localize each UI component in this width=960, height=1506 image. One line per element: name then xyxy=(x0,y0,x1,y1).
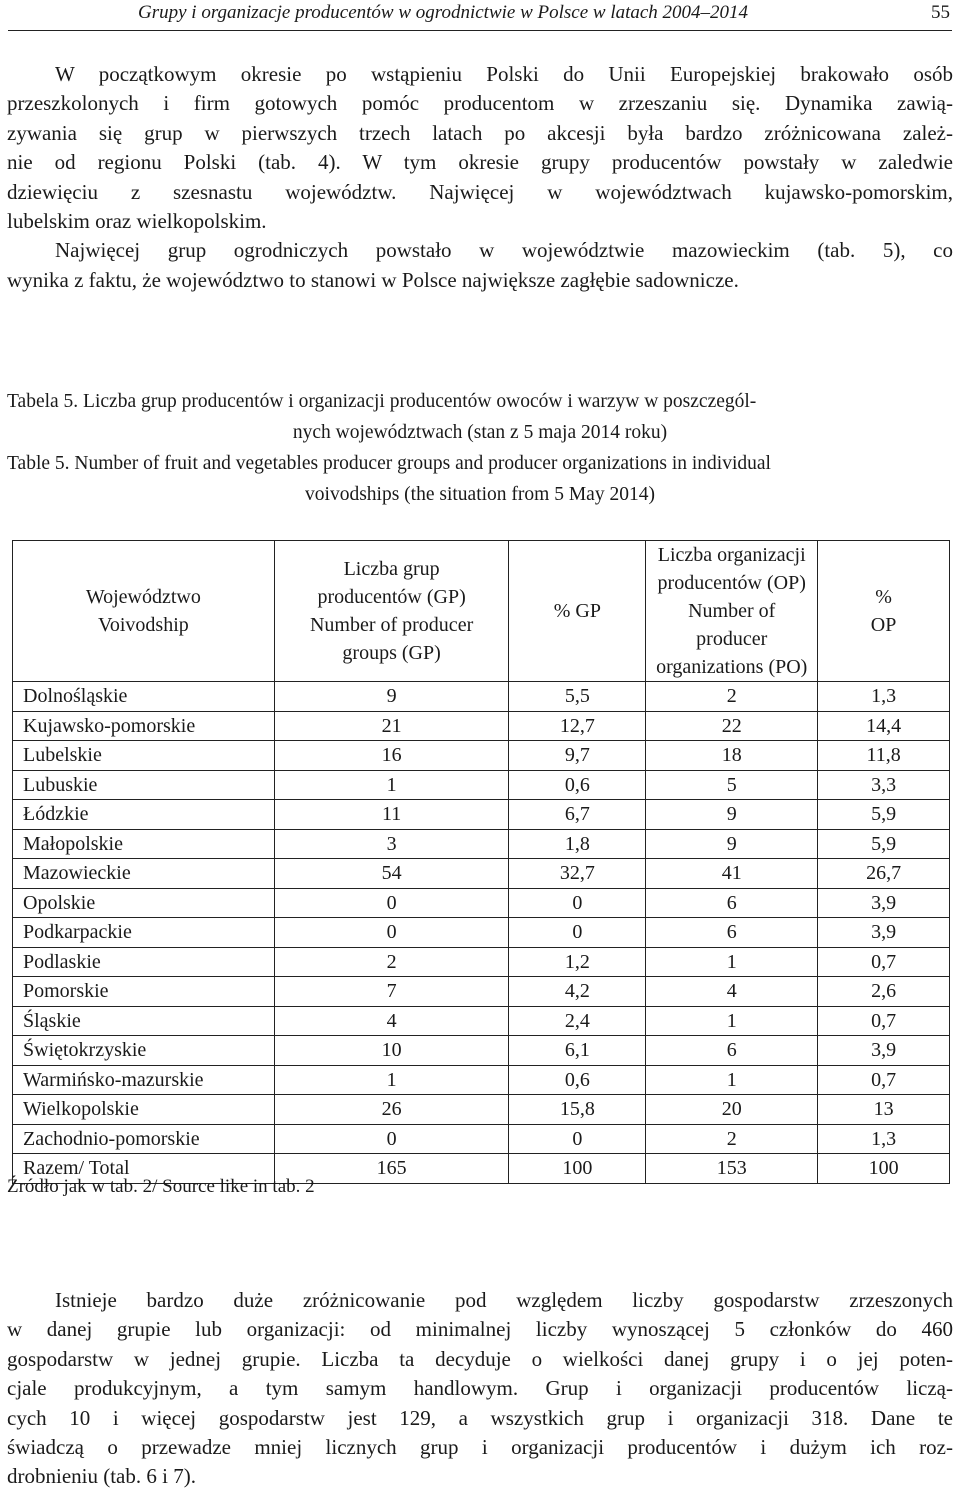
table-row xyxy=(13,888,950,918)
cell-gp-count: 2 xyxy=(274,947,509,977)
cell-gp-count: 0 xyxy=(274,918,509,948)
cell-gp-percent: 0 xyxy=(509,888,646,918)
table-row xyxy=(13,682,950,712)
cell-gp-count: 10 xyxy=(274,1036,509,1066)
cell-voivodship: Warmińsko-mazurskie xyxy=(13,1065,275,1095)
text-line: cych 10 i więcej gospodarstw jest 129, a wszystkich grup i organizacji 318. Dane te xyxy=(7,1405,953,1430)
cell-op-percent: 11,8 xyxy=(818,741,950,771)
table-row xyxy=(13,711,950,741)
cell-voivodship: Wielkopolskie xyxy=(13,1095,275,1125)
caption-pl-line: nych województwach (stan z 5 maja 2014 roku) xyxy=(292,422,668,443)
cell-op-percent: 3,3 xyxy=(818,770,950,800)
cell-gp-count: 1 xyxy=(274,770,509,800)
cell-voivodship: Podlaskie xyxy=(13,947,275,977)
cell-op-count: 20 xyxy=(646,1095,818,1125)
caption-en-line: Table 5. Number of fruit and vegetables producer groups and producer organizations in individual xyxy=(7,453,771,474)
cell-voivodship: Pomorskie xyxy=(13,977,275,1007)
header-text: organizations (PO) xyxy=(656,656,808,678)
text-line: W początkowym okresie po wstąpieniu Polski do Unii Europejskiej brakowało osób xyxy=(55,62,953,86)
cell-op-percent: 1,3 xyxy=(818,682,950,712)
cell-gp-percent: 4,2 xyxy=(509,977,646,1007)
cell-op-percent: 1,3 xyxy=(818,1124,950,1154)
cell-voivodship: Śląskie xyxy=(13,1006,275,1036)
cell-gp-count: 0 xyxy=(274,888,509,918)
cell-gp-count: 1 xyxy=(274,1065,509,1095)
running-header-title: Grupy i organizacje producentów w ogrodnictwie w Polsce w latach 2004–2014 xyxy=(138,2,749,23)
header-gp-count xyxy=(274,541,509,682)
header-text: OP xyxy=(870,614,897,636)
cell-gp-percent: 0 xyxy=(509,918,646,948)
table-row xyxy=(13,859,950,889)
table-row xyxy=(13,918,950,948)
cell-op-percent: 26,7 xyxy=(818,859,950,889)
cell-gp-count: 9 xyxy=(274,682,509,712)
cell-gp-percent: 1,8 xyxy=(509,829,646,859)
cell-voivodship: Małopolskie xyxy=(13,829,275,859)
table-row xyxy=(13,1036,950,1066)
table-header-row xyxy=(13,541,950,682)
cell-gp-count: 4 xyxy=(274,1006,509,1036)
table-caption xyxy=(7,386,953,510)
header-voivodship xyxy=(13,541,275,682)
text-line: świadczą o przewadze mniej licznych grup i organizacji producentów i dużym ich roz- xyxy=(7,1435,953,1460)
cell-gp-count: 54 xyxy=(274,859,509,889)
cell-op-percent: 0,7 xyxy=(818,1006,950,1036)
text-line: nie od regionu Polski (tab. 4). W tym okresie grupy producentów powstały w zaledwie xyxy=(7,150,953,175)
text-line: drobnieniu (tab. 6 i 7). xyxy=(7,1464,196,1489)
cell-op-count: 1 xyxy=(646,1065,818,1095)
cell-op-count: 9 xyxy=(646,800,818,830)
cell-gp-percent: 5,5 xyxy=(509,682,646,712)
header-text: % GP xyxy=(553,600,601,622)
cell-voivodship: Dolnośląskie xyxy=(13,682,275,712)
cell-op-percent: 3,9 xyxy=(818,1036,950,1066)
cell-voivodship: Podkarpackie xyxy=(13,918,275,948)
cell-op-count: 9 xyxy=(646,829,818,859)
table-row xyxy=(13,741,950,771)
cell-gp-count: 26 xyxy=(274,1095,509,1125)
header-text: Voivodship xyxy=(97,614,189,636)
cell-op-count: 6 xyxy=(646,918,818,948)
cell-gp-percent: 0 xyxy=(509,1124,646,1154)
header-op-percent xyxy=(818,541,950,682)
cell-op-count: 1 xyxy=(646,1006,818,1036)
header-text: Number of producer xyxy=(309,614,474,636)
running-header xyxy=(8,0,952,31)
page-number: 55 xyxy=(931,2,950,23)
table-source-note: Źródło jak w tab. 2/ Source like in tab. 2 xyxy=(7,1176,315,1197)
text-line: gospodarstw w jednej grupie. Liczba ta decyduje o wielkości danej grupy i o jej poten- xyxy=(7,1346,953,1371)
header-op-count xyxy=(646,541,818,682)
cell-gp-percent: 6,7 xyxy=(509,800,646,830)
text-line: przeszkolonych i firm gotowych pomóc producentom w zrzeszaniu się. Dynamika zawią- xyxy=(7,91,953,116)
header-gp-percent xyxy=(509,541,646,682)
cell-gp-percent: 0,6 xyxy=(509,1065,646,1095)
cell-gp-percent: 1,2 xyxy=(509,947,646,977)
cell-voivodship: Lubelskie xyxy=(13,741,275,771)
caption-pl-line: Tabela 5. Liczba grup producentów i organizacji producentów owoców i warzyw w poszczegól- xyxy=(7,391,757,412)
cell-op-count: 5 xyxy=(646,770,818,800)
cell-voivodship: Zachodnio-pomorskie xyxy=(13,1124,275,1154)
text-line: Istnieje bardzo duże zróżnicowanie pod względem liczby gospodarstw zrzeszonych xyxy=(55,1288,953,1312)
cell-voivodship: Świętokrzyskie xyxy=(13,1036,275,1066)
header-text: Number of producer xyxy=(688,600,776,650)
text-line: cjale produkcyjnym, a tym samym handlowym. Grup i organizacji producentów liczą- xyxy=(7,1376,953,1401)
table-row xyxy=(13,829,950,859)
cell-op-percent: 2,6 xyxy=(818,977,950,1007)
table-row xyxy=(13,1065,950,1095)
closing-paragraph xyxy=(7,1286,953,1492)
cell-gp-count: 165 xyxy=(274,1154,509,1184)
cell-op-percent: 13 xyxy=(818,1095,950,1125)
cell-op-percent: 3,9 xyxy=(818,918,950,948)
cell-gp-count: 11 xyxy=(274,800,509,830)
table-row xyxy=(13,1095,950,1125)
cell-op-percent: 14,4 xyxy=(818,711,950,741)
cell-op-percent: 5,9 xyxy=(818,800,950,830)
cell-gp-percent: 100 xyxy=(509,1154,646,1184)
cell-gp-percent: 6,1 xyxy=(509,1036,646,1066)
cell-gp-count: 3 xyxy=(274,829,509,859)
cell-op-count: 4 xyxy=(646,977,818,1007)
cell-voivodship: Lubuskie xyxy=(13,770,275,800)
cell-op-count: 153 xyxy=(646,1154,818,1184)
text-line: dziewięciu z szesnastu województw. Najwięcej w województwach kujawsko-pomorskim, xyxy=(7,179,953,204)
cell-op-percent: 5,9 xyxy=(818,829,950,859)
cell-op-count: 22 xyxy=(646,711,818,741)
cell-op-percent: 100 xyxy=(818,1154,950,1184)
cell-op-count: 6 xyxy=(646,888,818,918)
cell-op-percent: 0,7 xyxy=(818,947,950,977)
table-row xyxy=(13,1006,950,1036)
caption-en-line: voivodships (the situation from 5 May 2014) xyxy=(305,484,655,505)
header-text: Liczba grup xyxy=(343,558,440,580)
cell-op-count: 2 xyxy=(646,1124,818,1154)
table-row xyxy=(13,1124,950,1154)
header-text: Liczba organizacji xyxy=(657,544,806,566)
cell-gp-count: 21 xyxy=(274,711,509,741)
text-line: lubelskim oraz wielkopolskim. xyxy=(7,209,267,234)
cell-voivodship: Kujawsko-pomorskie xyxy=(13,711,275,741)
cell-op-count: 2 xyxy=(646,682,818,712)
cell-voivodship: Opolskie xyxy=(13,888,275,918)
table-row xyxy=(13,977,950,1007)
cell-gp-percent: 9,7 xyxy=(509,741,646,771)
cell-voivodship: Razem/ Total xyxy=(13,1154,275,1184)
header-text: Województwo xyxy=(85,586,201,608)
header-text: groups (GP) xyxy=(342,642,441,664)
cell-op-count: 6 xyxy=(646,1036,818,1066)
intro-paragraph xyxy=(7,60,953,295)
cell-op-percent: 3,9 xyxy=(818,888,950,918)
cell-gp-count: 7 xyxy=(274,977,509,1007)
data-table xyxy=(12,540,950,1184)
header-text: producentów (GP) xyxy=(317,586,466,608)
table-row xyxy=(13,800,950,830)
text-line: w danej grupie lub organizacji: od minimalnej liczby wynoszącej 5 członków do 460 xyxy=(7,1317,953,1342)
table-row xyxy=(13,947,950,977)
cell-op-count: 41 xyxy=(646,859,818,889)
cell-gp-percent: 32,7 xyxy=(509,859,646,889)
cell-gp-percent: 0,6 xyxy=(509,770,646,800)
cell-voivodship: Łódzkie xyxy=(13,800,275,830)
cell-gp-percent: 15,8 xyxy=(509,1095,646,1125)
cell-op-count: 1 xyxy=(646,947,818,977)
table-body xyxy=(13,682,950,1184)
cell-gp-percent: 2,4 xyxy=(509,1006,646,1036)
cell-gp-percent: 12,7 xyxy=(509,711,646,741)
text-line: wynika z faktu, że województwo to stanowi w Polsce największe zagłębie sadownicze. xyxy=(7,267,739,292)
header-text: % xyxy=(875,586,892,608)
header-text: producentów (OP) xyxy=(657,572,806,594)
text-line: Najwięcej grup ogrodniczych powstało w województwie mazowieckim (tab. 5), co xyxy=(55,238,953,263)
cell-voivodship: Mazowieckie xyxy=(13,859,275,889)
cell-op-percent: 0,7 xyxy=(818,1065,950,1095)
cell-gp-count: 0 xyxy=(274,1124,509,1154)
text-line: zywania się grup w pierwszych trzech latach po akcesji była bardzo zróżnicowana zależ- xyxy=(7,120,953,145)
cell-gp-count: 16 xyxy=(274,741,509,771)
cell-op-count: 18 xyxy=(646,741,818,771)
table-row xyxy=(13,770,950,800)
